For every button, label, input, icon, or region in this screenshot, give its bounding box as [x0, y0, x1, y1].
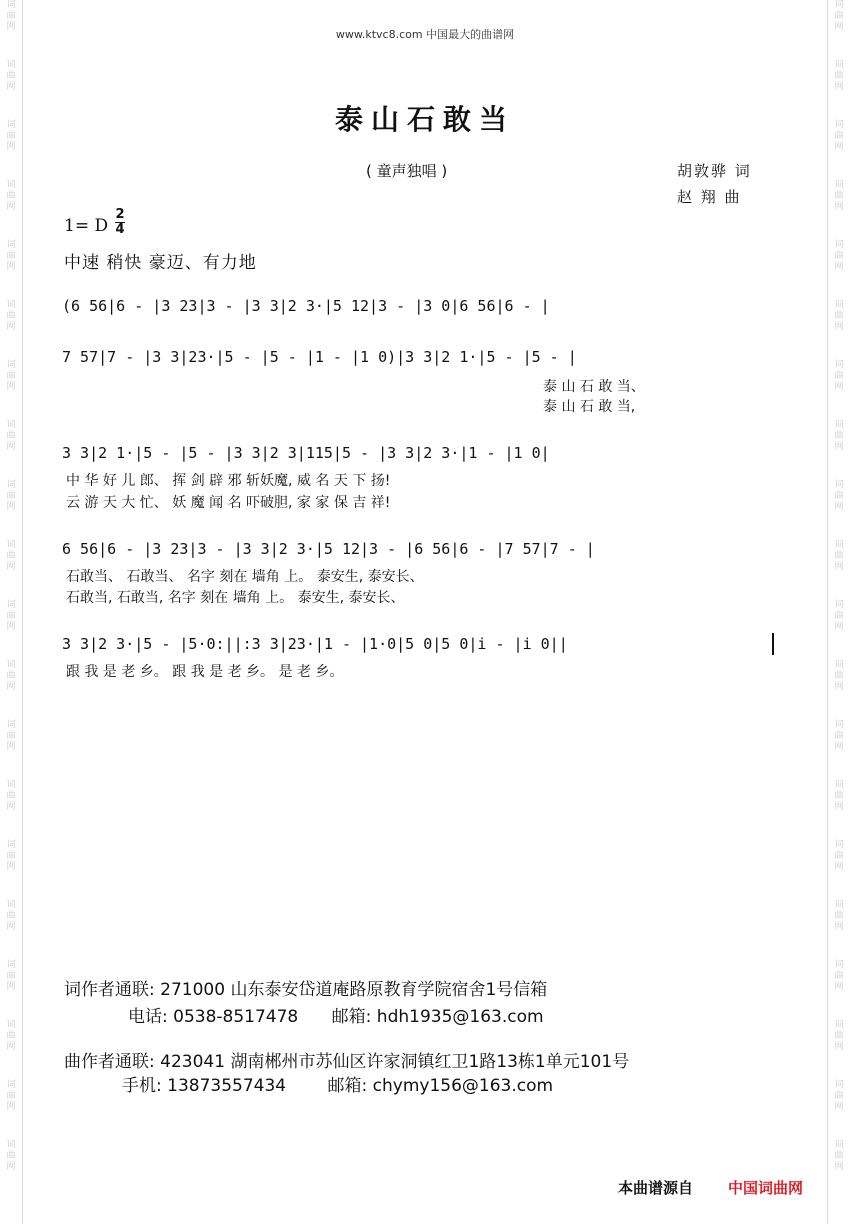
watermark-glyph-group	[4, 420, 18, 453]
watermark-glyph: 词	[834, 780, 844, 790]
watermark-glyph: 曲	[6, 1151, 16, 1161]
lyric-row-4-verse-2: 石敢当, 石敢当, 名字 刻在 墙角 上。 泰安生, 泰安长、	[66, 590, 405, 606]
watermark-glyph: 曲	[6, 131, 16, 141]
final-barline	[772, 633, 774, 655]
lyric-row-4-verse-1: 石敢当、 石敢当、 名字 刻在 墙角 上。 泰安生, 泰安长、	[66, 569, 424, 585]
watermark-glyph: 词	[6, 540, 16, 550]
watermark-glyph: 曲	[6, 791, 16, 801]
lyricist-phone-label: 电话:	[128, 1007, 168, 1027]
watermark-glyph: 网	[6, 742, 16, 752]
watermark-glyph: 曲	[834, 791, 844, 801]
lyric-row-3-verse-1: 中 华 好 儿 郎、 挥 剑 辟 邪 斩妖魔, 威 名 天 下 扬!	[66, 473, 391, 489]
watermark-glyph-group	[832, 240, 846, 273]
watermark-glyph-group	[4, 660, 18, 693]
watermark-glyph: 词	[834, 0, 844, 10]
composer-email-label: 邮箱:	[327, 1076, 368, 1096]
watermark-glyph: 曲	[834, 431, 844, 441]
watermark-glyph: 网	[834, 502, 844, 512]
watermark-glyph: 网	[834, 142, 844, 152]
lyric-row-3-verse-2: 云 游 天 大 忙、 妖 魔 闻 名 吓破胆, 家 家 保 吉 祥!	[66, 495, 391, 511]
watermark-glyph: 网	[6, 562, 16, 572]
watermark-glyph-group	[4, 600, 18, 633]
watermark-glyph: 网	[834, 1162, 844, 1172]
watermark-glyph: 网	[834, 682, 844, 692]
watermark-glyph-group	[832, 540, 846, 573]
watermark-glyph: 曲	[834, 731, 844, 741]
watermark-glyph: 网	[834, 442, 844, 452]
watermark-glyph-group	[4, 240, 18, 273]
watermark-glyph: 网	[6, 442, 16, 452]
watermark-glyph-group	[4, 360, 18, 393]
watermark-glyph-group	[4, 180, 18, 213]
watermark-glyph: 网	[6, 1102, 16, 1112]
watermark-glyph-group	[832, 780, 846, 813]
watermark-glyph: 词	[6, 420, 16, 430]
watermark-glyph-group	[4, 900, 18, 933]
watermark-glyph: 网	[6, 1162, 16, 1172]
watermark-glyph: 词	[834, 840, 844, 850]
watermark-glyph-group	[832, 180, 846, 213]
watermark-glyph: 词	[6, 1140, 16, 1150]
watermark-glyph: 词	[834, 420, 844, 430]
watermark-glyph: 网	[6, 682, 16, 692]
watermark-glyph-group	[832, 480, 846, 513]
watermark-glyph: 曲	[834, 851, 844, 861]
watermark-glyph: 曲	[834, 611, 844, 621]
watermark-glyph: 曲	[6, 611, 16, 621]
watermark-glyph-group	[4, 720, 18, 753]
score-row-2: 7 57|7 - |3 3|23·|5 - |5 - |1 - |1 0)|3 3|2 1·|5 - |5 - |	[62, 348, 577, 366]
watermark-glyph: 网	[834, 202, 844, 212]
watermark-glyph: 网	[6, 502, 16, 512]
watermark-glyph: 词	[6, 900, 16, 910]
tempo-marking: 中速 稍快 豪迈、有力地	[64, 253, 257, 273]
score-row-5: 3 3|2 3·|5 - |5·0:||:3 3|23·|1 - |1·0|5 0|5 0|i - |i 0||	[62, 635, 568, 653]
watermark-glyph: 曲	[6, 11, 16, 21]
watermark-glyph: 词	[834, 540, 844, 550]
watermark-glyph: 词	[6, 120, 16, 130]
watermark-glyph-group	[832, 1140, 846, 1173]
lyric-row-5: 跟 我 是 老 乡。 跟 我 是 老 乡。 是 老 乡。	[66, 664, 344, 680]
watermark-glyph: 网	[834, 1102, 844, 1112]
watermark-glyph: 网	[834, 922, 844, 932]
watermark-glyph-group	[4, 960, 18, 993]
lyric-row-2-verse-2: 泰 山 石 敢 当,	[543, 399, 636, 415]
watermark-glyph: 词	[6, 660, 16, 670]
watermark-glyph: 词	[6, 1080, 16, 1090]
watermark-glyph: 网	[6, 382, 16, 392]
watermark-glyph: 词	[6, 180, 16, 190]
lyric-row-2-verse-1: 泰 山 石 敢 当、	[543, 379, 645, 395]
watermark-glyph: 曲	[834, 11, 844, 21]
watermark-glyph-group	[832, 840, 846, 873]
watermark-glyph: 曲	[6, 491, 16, 501]
watermark-glyph: 词	[6, 240, 16, 250]
watermark-glyph: 词	[834, 360, 844, 370]
watermark-glyph: 网	[834, 382, 844, 392]
watermark-glyph: 词	[6, 300, 16, 310]
watermark-glyph: 曲	[834, 311, 844, 321]
watermark-glyph-group	[4, 480, 18, 513]
watermark-glyph: 网	[834, 562, 844, 572]
watermark-glyph: 曲	[834, 971, 844, 981]
watermark-glyph-group	[4, 780, 18, 813]
watermark-glyph: 网	[6, 1042, 16, 1052]
key-signature: 1= D	[64, 216, 109, 236]
lyricist-email: hdh1935@163.com	[376, 1007, 544, 1027]
watermark-glyph-group	[832, 60, 846, 93]
watermark-glyph: 曲	[834, 71, 844, 81]
composer-email: chymy156@163.com	[372, 1076, 554, 1096]
composer-phone: 13873557434	[167, 1076, 287, 1096]
lyricist-phone: 0538-8517478	[173, 1007, 299, 1027]
watermark-glyph: 词	[834, 600, 844, 610]
watermark-glyph-group	[832, 660, 846, 693]
watermark-glyph: 网	[834, 22, 844, 32]
watermark-glyph-group	[832, 1080, 846, 1113]
watermark-glyph: 词	[6, 0, 16, 10]
watermark-glyph: 网	[6, 142, 16, 152]
watermark-glyph: 词	[6, 1020, 16, 1030]
watermark-glyph: 网	[834, 82, 844, 92]
watermark-glyph: 网	[6, 262, 16, 272]
composer-contact-address-line	[64, 1047, 629, 1072]
watermark-glyph-group	[4, 300, 18, 333]
watermark-glyph: 曲	[834, 1031, 844, 1041]
time-signature-top: 2	[115, 207, 125, 222]
watermark-glyph-group	[832, 420, 846, 453]
watermark-glyph: 词	[834, 240, 844, 250]
watermark-glyph: 词	[6, 720, 16, 730]
watermark-glyph: 曲	[6, 71, 16, 81]
watermark-glyph: 曲	[834, 491, 844, 501]
watermark-glyph: 词	[834, 720, 844, 730]
lyricist-credit: 胡敦骅 词	[677, 162, 752, 180]
watermark-glyph: 网	[834, 862, 844, 872]
watermark-glyph: 曲	[6, 1031, 16, 1041]
score-row-1: (6 56|6 - |3 23|3 - |3 3|2 3·|5 12|3 - |3 0|6 56|6 - |	[62, 297, 550, 315]
watermark-glyph: 词	[6, 60, 16, 70]
watermark-glyph: 曲	[834, 131, 844, 141]
watermark-glyph: 词	[834, 480, 844, 490]
watermark-glyph: 曲	[834, 371, 844, 381]
footer-site-link[interactable]: 中国词曲网	[728, 1179, 804, 1197]
watermark-glyph: 网	[6, 82, 16, 92]
song-subtitle: ( 童声独唱 )	[366, 162, 448, 180]
watermark-glyph: 曲	[6, 911, 16, 921]
watermark-glyph-group	[832, 900, 846, 933]
watermark-glyph: 网	[6, 922, 16, 932]
watermark-glyph: 曲	[834, 551, 844, 561]
watermark-glyph: 网	[834, 982, 844, 992]
watermark-glyph: 网	[6, 322, 16, 332]
watermark-glyph: 网	[834, 742, 844, 752]
watermark-glyph: 曲	[834, 191, 844, 201]
watermark-glyph: 曲	[6, 731, 16, 741]
lyricist-contact-address-line	[64, 975, 547, 1000]
song-title: 泰山石敢当	[334, 103, 515, 136]
watermark-glyph: 词	[6, 840, 16, 850]
watermark-glyph: 网	[834, 1042, 844, 1052]
watermark-glyph: 曲	[834, 671, 844, 681]
score-row-4: 6 56|6 - |3 23|3 - |3 3|2 3·|5 12|3 - |6 56|6 - |7 57|7 - |	[62, 540, 595, 558]
watermark-glyph: 曲	[6, 251, 16, 261]
watermark-glyph: 曲	[6, 851, 16, 861]
lyricist-contact-label: 词作者通联:	[64, 980, 155, 1000]
watermark-glyph: 网	[834, 262, 844, 272]
watermark-glyph-group	[832, 300, 846, 333]
watermark-glyph-group	[832, 600, 846, 633]
watermark-glyph: 曲	[6, 1091, 16, 1101]
score-row-3: 3 3|2 1·|5 - |5 - |3 3|2 3|115|5 - |3 3|2 3·|1 - |1 0|	[62, 444, 550, 462]
composer-credit: 赵 翔 曲	[677, 188, 742, 206]
watermark-glyph: 网	[6, 202, 16, 212]
watermark-glyph: 曲	[6, 671, 16, 681]
watermark-glyph: 词	[834, 960, 844, 970]
watermark-glyph: 网	[6, 862, 16, 872]
time-signature-bottom: 4	[115, 222, 125, 237]
watermark-glyph-group	[4, 1080, 18, 1113]
lyricist-email-label: 邮箱:	[331, 1007, 372, 1027]
watermark-glyph: 网	[6, 22, 16, 32]
watermark-glyph: 词	[834, 660, 844, 670]
watermark-glyph: 网	[6, 622, 16, 632]
composer-phone-label: 手机:	[122, 1076, 162, 1096]
watermark-glyph-group	[832, 1020, 846, 1053]
watermark-glyph: 网	[6, 982, 16, 992]
composer-contact-phone-line	[122, 1071, 553, 1096]
watermark-glyph: 网	[834, 802, 844, 812]
lyricist-contact-phone-line	[128, 1002, 544, 1027]
footer-source-label: 本曲谱源自	[618, 1179, 694, 1197]
watermark-glyph-group	[832, 720, 846, 753]
watermark-glyph-group	[832, 960, 846, 993]
composer-contact-label: 曲作者通联:	[64, 1052, 155, 1072]
watermark-glyph-group	[4, 540, 18, 573]
watermark-glyph: 网	[834, 322, 844, 332]
watermark-glyph-group	[4, 840, 18, 873]
watermark-glyph: 词	[834, 1020, 844, 1030]
time-signature	[115, 208, 125, 237]
left-watermark-strip	[4, 0, 18, 1224]
lyricist-contact-address: 271000 山东泰安岱道庵路原教育学院宿舍1号信箱	[160, 980, 548, 1000]
watermark-glyph: 词	[834, 120, 844, 130]
watermark-glyph: 曲	[834, 911, 844, 921]
watermark-glyph: 词	[834, 300, 844, 310]
watermark-glyph: 曲	[6, 971, 16, 981]
watermark-glyph: 曲	[6, 191, 16, 201]
watermark-glyph: 词	[6, 360, 16, 370]
watermark-glyph: 词	[834, 900, 844, 910]
watermark-glyph: 曲	[834, 251, 844, 261]
watermark-glyph: 曲	[834, 1091, 844, 1101]
watermark-glyph: 词	[834, 180, 844, 190]
left-border-line	[22, 0, 23, 1224]
source-url: www.ktvc8.com 中国最大的曲谱网	[335, 28, 515, 41]
watermark-glyph-group	[4, 1140, 18, 1173]
watermark-glyph: 曲	[6, 551, 16, 561]
watermark-glyph: 曲	[6, 311, 16, 321]
watermark-glyph: 词	[6, 960, 16, 970]
watermark-glyph-group	[4, 60, 18, 93]
watermark-glyph: 词	[6, 480, 16, 490]
watermark-glyph: 曲	[6, 431, 16, 441]
watermark-glyph: 词	[6, 600, 16, 610]
watermark-glyph: 网	[6, 802, 16, 812]
watermark-glyph: 曲	[834, 1151, 844, 1161]
composer-contact-address: 423041 湖南郴州市苏仙区许家洞镇红卫1路13栋1单元101号	[160, 1052, 630, 1072]
watermark-glyph: 词	[6, 780, 16, 790]
right-border-line	[827, 0, 828, 1224]
right-watermark-strip	[832, 0, 846, 1224]
watermark-glyph: 词	[834, 1080, 844, 1090]
watermark-glyph: 网	[834, 622, 844, 632]
watermark-glyph: 曲	[6, 371, 16, 381]
watermark-glyph: 词	[834, 1140, 844, 1150]
watermark-glyph-group	[832, 360, 846, 393]
watermark-glyph-group	[4, 1020, 18, 1053]
watermark-glyph: 词	[834, 60, 844, 70]
